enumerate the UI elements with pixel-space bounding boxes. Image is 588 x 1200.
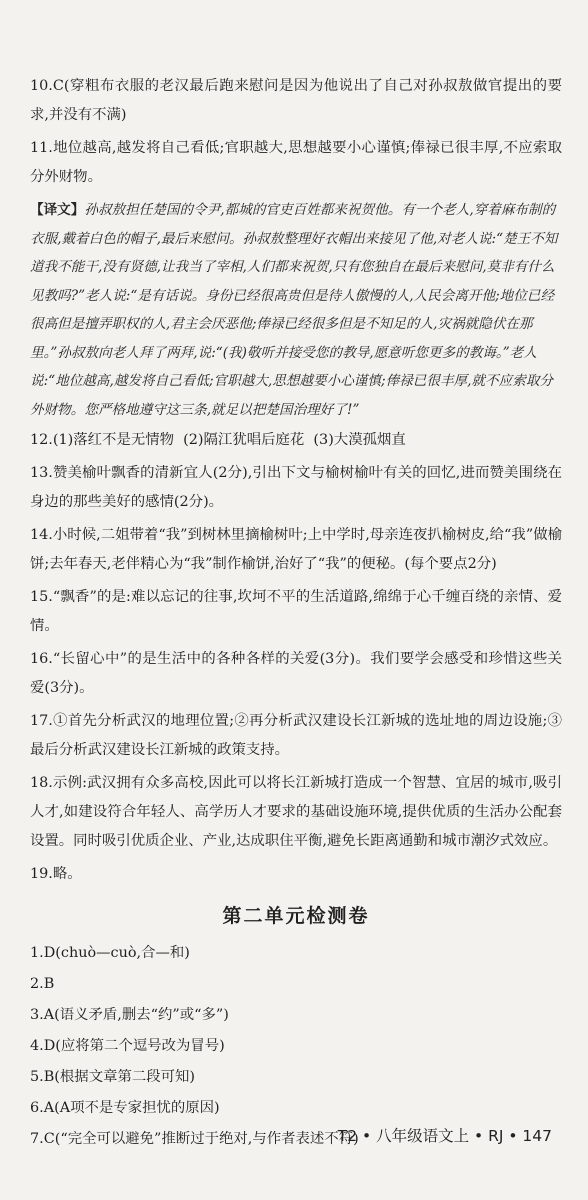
unit2-answer-4: 4.D(应将第二个逗号改为冒号): [30, 1038, 225, 1054]
unit2-answer-3: 3.A(语义矛盾,删去“约”或“多”): [30, 1007, 229, 1023]
unit2-answer-2: 2.B: [30, 976, 55, 992]
answer-16: 16.“长留心中”的是生活中的各种各样的关爱(3分)。我们要学会感受和珍惜这些关爱(3分)。: [30, 651, 562, 696]
answer-10: 10.C(穿粗布衣服的老汉最后跑来慰问是因为他说出了自己对孙叔敖做官提出的要求,并没有不满): [30, 78, 562, 123]
unit2-answer-6: 6.A(A项不是专家担忧的原因): [30, 1100, 220, 1116]
answer-13: 13.赞美榆叶飘香的清新宜人(2分),引出下文与榆树榆叶有关的回忆,进而赞美围绕在身边的那些美好的感情(2分)。: [30, 465, 562, 510]
answer-17: 17.①首先分析武汉的地理位置;②再分析武汉建设长江新城的选址地的周边设施;③最后分析武汉建设长江新城的政策支持。: [30, 713, 562, 758]
answer-15: 15.“飘香”的是:难以忘记的往事,坎坷不平的生活道路,绵绵于心千缠百绕的亲情、爱情。: [30, 589, 562, 634]
page-footer: T2 • 八年级语文上 • RJ • 147: [337, 1127, 552, 1145]
answer-18: 18.示例:武汉拥有众多高校,因此可以将长江新城打造成一个智慧、宜居的城市,吸引人才,如建设符合年轻人、高学历人才要求的基础设施环境,提供优质的生活办公配套设置。同时吸引优质企业、产业,达成职住平衡,避免长距离通勤和城市潮汐式效应。: [30, 775, 562, 849]
translation-tag: 【译文】: [30, 202, 85, 218]
answer-11: 11.地位越高,越发将自己看低;官职越大,思想越要小心谨慎;俸禄已很丰厚,不应索取分外财物。: [30, 140, 562, 185]
section-title: 第二单元检测卷: [222, 905, 370, 927]
unit2-answer-5: 5.B(根据文章第二段可知): [30, 1069, 196, 1085]
answer-19: 19.略。: [30, 866, 82, 882]
answer-12: 12.(1)落红不是无情物 (2)隔江犹唱后庭花 (3)大漠孤烟直: [30, 432, 406, 448]
unit2-answer-7: 7.C(“完全可以避免”推断过于绝对,与作者表述不符): [30, 1131, 359, 1147]
translation-block: [30, 196, 562, 424]
translation-text: 孙叔敖担任楚国的令尹,都城的官吏百姓都来祝贺他。有一个老人,穿着麻布制的衣服,戴着白色的帽子,最后来慰问。孙叔敖整理好衣帽出来接见了他,对老人说:“楚王不知道我不能干,没有贤德,让我当了宰相,人们都来祝贺,只有您独自在最后来慰问,莫非有什么见教吗?”老人说:“是有话说。身份已经很高贵但是待人傲慢的人,人民会离开他;地位已经很高但是擅弄职权的人,君主会厌恶他;俸禄已经很多但是不知足的人,灾祸就隐伏在那里。”孙叔敖向老人拜了两拜,说:“(我)敬听并接受您的教导,愿意听您更多的教诲。”老人说:“地位越高,越发将自己看低;官职越大,思想越要小心谨慎;俸禄已很丰厚,就不应索取分外财物。您严格地遵守这三条,就足以把楚国治理好了!”: [30, 202, 558, 418]
answer-14: 14.小时候,二姐带着“我”到树林里摘榆树叶;上中学时,母亲连夜扒榆树皮,给“我”做榆饼;去年春天,老伴精心为“我”制作榆饼,治好了“我”的便秘。(每个要点2分): [30, 527, 562, 572]
unit2-answer-1: 1.D(chuò—cuò,合—和): [30, 945, 190, 961]
